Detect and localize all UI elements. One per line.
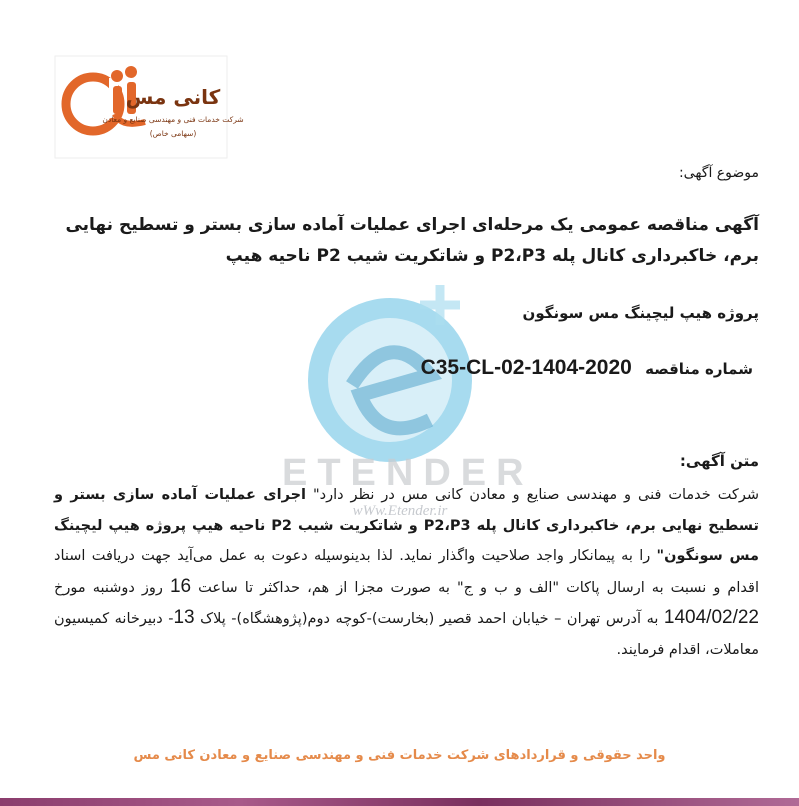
tender-number-line — [421, 356, 753, 380]
tender-number-label: شماره مناقصه — [645, 360, 753, 378]
project-name: پروژه هیپ لیچینگ مس سونگون — [522, 304, 759, 322]
watermark-url: wWw.Etender.ir — [352, 503, 448, 519]
body-label: متن آگهی: — [679, 452, 759, 470]
body-part-1: شرکت خدمات فنی و مهندسی صنایع و معادن کانی مس در نظر دارد" — [312, 487, 759, 503]
tender-number: C35-CL-02-1404-2020 — [420, 356, 632, 379]
body-part-6: - دبیرخانه کمیسیون معاملات، اقدام فرمایند. — [54, 611, 759, 658]
footer-department: واحد حقوقی و قراردادهای شرکت خدمات فنی و مهندسی صنایع و معادن کانی مس — [133, 748, 666, 763]
logo-subtitle-2: (سهامی خاص) — [149, 129, 197, 138]
company-logo — [55, 56, 244, 158]
logo-graphic — [55, 56, 244, 158]
logo-subtitle: شرکت خدمات فنی و مهندسی صنایع و معادن — [102, 115, 244, 124]
watermark-brand: ETENDER — [282, 452, 534, 494]
deadline-date: 1404/02/22 — [663, 607, 759, 629]
notice-body — [54, 480, 759, 666]
body-part-scope: اجرای عملیات آماده سازی بستر و تسطیح نهایی برم، خاکبرداری کانال پله P2،P3 و شاتکریت شیب P2 ناحیه هیپ پروژه هیپ لیچینگ مس سونگون" — [54, 487, 759, 565]
body-part-4: روز دوشنبه مورخ — [54, 579, 170, 596]
body-part-3: را به پیمانکار واجد صلاحیت واگذار نماید. لذا بدینوسیله دعوت به عمل می‌آید جهت دریافت اسناد اقدام و نسبت به ارسال پاکات "الف و ب و ج" به صورت مجزا از هم، حداکثر تا ساعت — [54, 548, 759, 596]
logo-text: کانی مس — [125, 85, 221, 109]
plaque-number: 13 — [173, 607, 195, 629]
bottom-decorative-band — [0, 798, 799, 806]
deadline-hour: 16 — [169, 575, 192, 597]
subject-label: موضوع آگهی: — [678, 165, 759, 181]
body-part-5: به آدرس تهران – خیابان احمد قصیر (بخارست)-کوچه دوم(پژوهشگاه)- پلاک — [194, 611, 664, 628]
notice-title: آگهی مناقصه عمومی یک مرحله‌ای اجرای عملیات آماده سازی بستر و تسطیح نهایی برم، خاکبرداری کانال پله P2،P3 و شاتکریت شیب P2 ناحیه هیپ — [65, 215, 759, 266]
